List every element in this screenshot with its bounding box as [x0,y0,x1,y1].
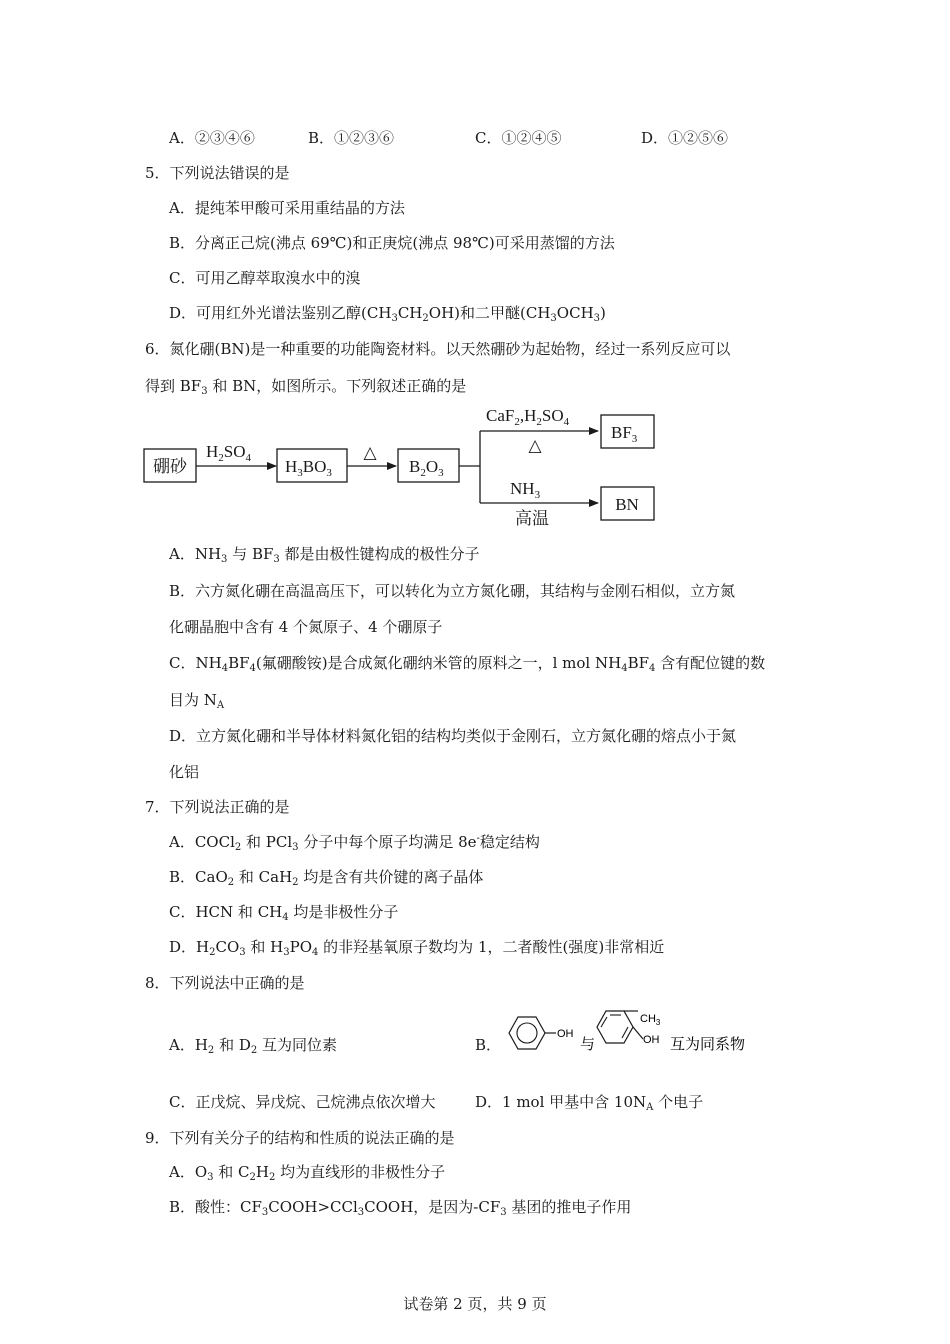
q7-option-b: B．CaO$_2$ 和 CaH$_2$ 均是含有共价键的离子晶体 [169,868,484,888]
q5-option-b: B．分离正己烷(沸点 69℃)和正庚烷(沸点 98℃)可采用蒸馏的方法 [169,234,615,252]
q6-option-b-line2: 化硼晶胞中含有 4 个氮原子、4 个硼原子 [169,618,443,636]
q4-option-c: C．①②④⑤ [475,129,562,147]
page-footer: 试卷第 2 页，共 9 页 [403,1295,547,1313]
q7-option-d: D．$H_2CO_3$ 和 $H_3PO_4$ 的非羟基氧原子数均为 1，二者酸性(强度)非常相近 [169,938,665,958]
b2o3-label: $B_2O_3$ [409,457,444,479]
q6-option-c-line2: 目为 $N_A$ [169,691,225,711]
homolog-label: 互为同系物 [670,1035,746,1053]
q6-option-b-line1: B．六方氮化硼在高温高压下，可以转化为立方氮化硼，其结构与金刚石相似，立方氮 [169,582,736,600]
cresol-oh-label: OH [643,1034,660,1046]
heat-label: △ [363,443,377,462]
q4-option-b: B．①②③⑥ [308,129,395,147]
q6-option-d-line1: D．立方氮化硼和半导体材料氮化铝的结构均类似于金刚石，立方氮化硼的熔点小于氮 [169,727,737,745]
q4-option-a: A．②③④⑥ [169,129,255,147]
q8-option-c: C．正戊烷、异戊烷、己烷沸点依次增大 [169,1093,436,1111]
q5-option-a: A．提纯苯甲酸可采用重结晶的方法 [169,199,405,217]
cresol-oh-bond [633,1027,643,1039]
q8-option-d: D．1 mol 甲基中含 $10N_A$ 个电子 [475,1093,704,1113]
q9-option-b: B．酸性：$CF_3COOH>CCl_3COOH$，是因为$-CF_3$ 基团的推电子作用 [169,1198,632,1218]
phenol-oh-label: OH [557,1028,574,1040]
q4-options [0,128,950,148]
q5-option-c: C．可用乙醇萃取溴水中的溴 [169,269,361,287]
q7-option-c: C．HCN 和 $CH_4$ 均是非极性分子 [169,903,399,923]
with-label: 与 [580,1035,596,1053]
heat-label-2: △ [528,436,542,455]
caf2-h2so4-label: $CaF_2,H_2SO_4$ [486,406,570,428]
q9-stem: 9．下列有关分子的结构和性质的说法正确的是 [145,1129,455,1147]
cresol-ch3-label: $CH_3$ [640,1013,661,1027]
h2so4-label: $H_2SO_4$ [206,442,252,464]
reaction-flow-diagram [140,400,670,528]
bf3-label: $BF_3$ [611,423,638,445]
phenol-ring [509,1017,545,1049]
high-temp-label: 高温 [515,509,549,528]
h3bo3-label: $H_3BO_3$ [285,457,332,479]
phenol-and-cresol-structures [500,1006,760,1066]
q6-option-d-line2: 化铝 [169,763,200,781]
q7-stem: 7．下列说法正确的是 [145,798,290,816]
q5-option-d: D．可用红外光谱法鉴别乙醇$(CH_3CH_2OH)$和二甲醚$(CH_3OCH_3)$ [169,304,606,324]
bn-label: BN [615,495,639,514]
q8-option-a: A．$H_2$ 和 $D_2$ 互为同位素 [169,1036,338,1056]
q6-option-c-line1: C．$NH_4BF_4$(氟硼酸铵)是合成氮化硼纳米管的原料之一，l mol $NH_4BF_4$ 含有配位键的数 [169,654,766,674]
nh3-label: $NH_3$ [510,479,541,501]
q6-option-a: A．$NH_3$ 与 $BF_3$ 都是由极性键构成的极性分子 [169,545,480,565]
borax-label: 硼砂 [153,457,187,476]
q6-stem-line1: 6．氮化硼(BN)是一种重要的功能陶瓷材料。以天然硼砂为起始物，经过一系列反应可以 [145,340,731,358]
q7-option-a: A．COCl$_2$ 和 PCl$_3$ 分子中每个原子均满足 8e-稳定结构 [169,833,540,853]
q9-option-a: A．$O_3$ 和 $C_2H_2$ 均为直线形的非极性分子 [169,1163,446,1183]
phenol-aromatic-circle [517,1023,537,1043]
q8-stem: 8．下列说法中正确的是 [145,974,305,992]
q5-stem: 5．下列说法错误的是 [145,164,290,182]
q4-option-d: D．①②⑤⑥ [641,129,729,147]
q8-option-b-label: B． [475,1036,502,1054]
q6-stem-line2: 得到 $BF_3$ 和 BN，如图所示。下列叙述正确的是 [145,377,467,397]
